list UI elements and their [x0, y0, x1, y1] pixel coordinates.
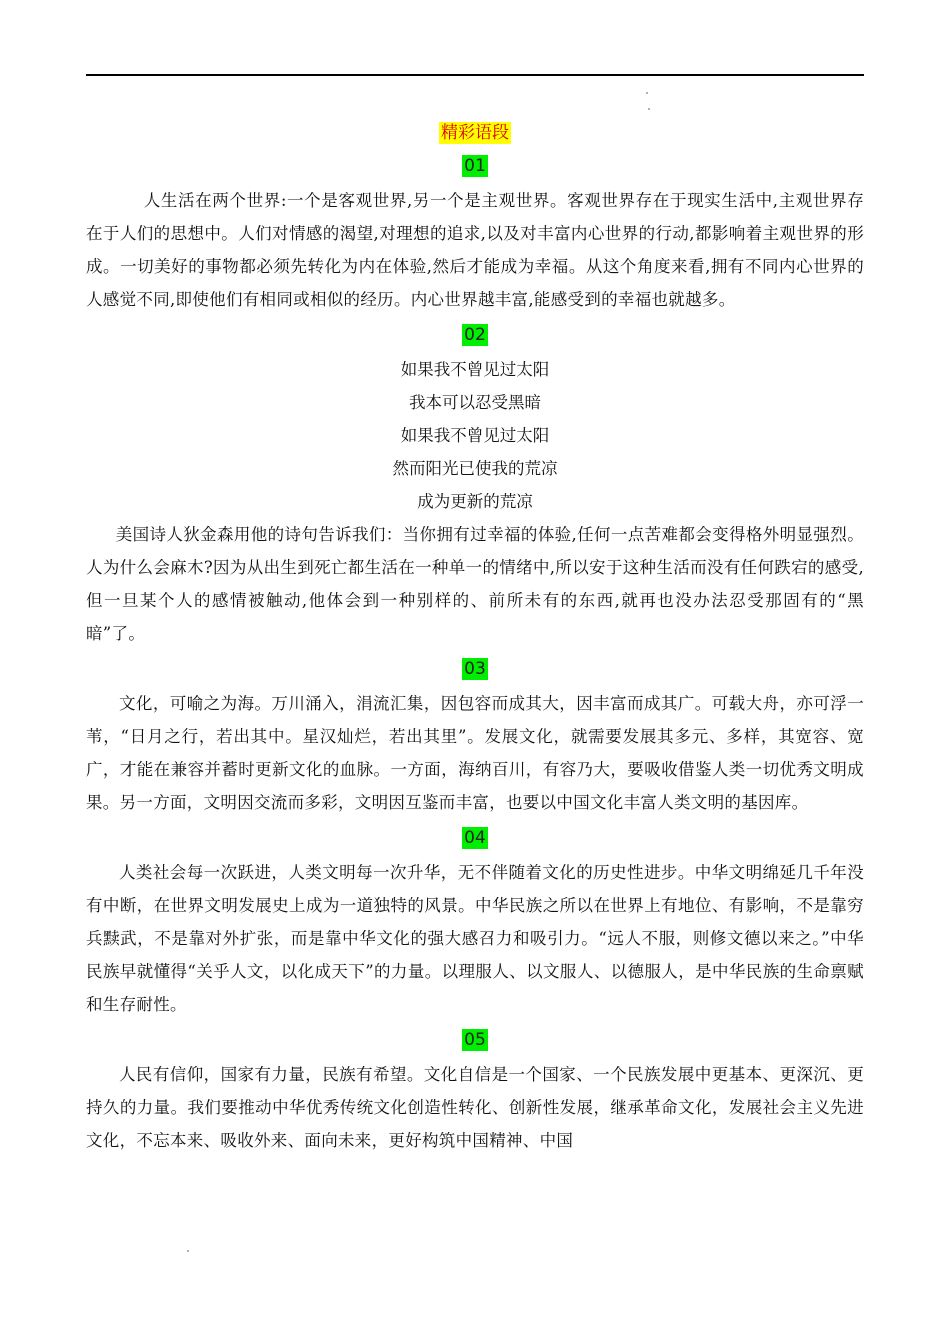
document-body [86, 118, 864, 1157]
section-paragraph: 人民有信仰，国家有力量，民族有希望。文化自信是一个国家、一个民族发展中更基本、更深沉、更持久的力量。我们要推动中华优秀传统文化创造性转化、创新性发展，继承革命文化，发展社会主义先进文化，不忘本来、吸收外来、面向未来，更好构筑中国精神、中国 [86, 1065, 864, 1150]
speck-mark [648, 108, 650, 110]
section-number: 02 [464, 325, 486, 345]
poem-block [86, 353, 864, 518]
poem-line: 如果我不曾见过太阳 [400, 426, 550, 445]
section-number: 01 [464, 156, 486, 176]
section-number: 05 [464, 1030, 486, 1050]
document-title: 精彩语段 [441, 123, 509, 143]
poem-line: 我本可以忍受黑暗 [409, 393, 541, 412]
section-paragraph: 人生活在两个世界:一个是客观世界,另一个是主观世界。客观世界存在于现实生活中,主观世界存在于人们的思想中。人们对情感的渴望,对理想的追求,以及对丰富内心世界的行动,都影响着主观世界的形成。一切美好的事物都必须先转化为内在体验,然后才能成为幸福。从这个角度来看,拥有不同内心世界的人感觉不同,即使他们有相同或相似的经历。内心世界越丰富,能感受到的幸福也就越多。 [86, 191, 864, 309]
section-paragraph: 文化，可喻之为海。万川涌入，涓流汇集，因包容而成其大，因丰富而成其广。可载大舟，亦可浮一苇，“日月之行，若出其中。星汉灿烂，若出其里”。发展文化，就需要发展其多元、多样，其宽容、宽广，才能在兼容并蓄时更新文化的血脉。一方面，海纳百川，有容乃大，要吸收借鉴人类一切优秀文明成果。另一方面，文明因交流而多彩，文明因互鉴而丰富，也要以中国文化丰富人类文明的基因库。 [86, 694, 864, 812]
section-number: 03 [464, 659, 486, 679]
poem-line: 成为更新的荒凉 [417, 492, 533, 511]
section-paragraph: 人类社会每一次跃进，人类文明每一次升华，无不伴随着文化的历史性进步。中华文明绵延几千年没有中断，在世界文明发展史上成为一道独特的风景。中华民族之所以在世界上有地位、有影响，不是靠穷兵黩武，不是靠对外扩张，而是靠中华文化的强大感召力和吸引力。“远人不服，则修文德以来之。”中华民族早就懂得“关乎人文，以化成天下”的力量。以理服人、以文服人、以德服人，是中华民族的生命禀赋和生存耐性。 [86, 863, 864, 1014]
speck-mark [187, 1250, 189, 1252]
poem-line: 然而阳光已使我的荒凉 [392, 459, 558, 478]
section-paragraph: 美国诗人狄金森用他的诗句告诉我们：当你拥有过幸福的体验,任何一点苦难都会变得格外明显强烈。人为什么会麻木?因为从出生到死亡都生活在一种单一的情绪中,所以安于这种生活而没有任何跌宕的感受,但一旦某个人的感情被触动,他体会到一种别样的、前所未有的东西,就再也没办法忍受那固有的“黑暗”了。 [86, 525, 864, 643]
speck-mark [646, 92, 648, 94]
poem-line: 如果我不曾见过太阳 [400, 360, 550, 379]
header-rule [86, 74, 864, 76]
section-number: 04 [464, 828, 486, 848]
